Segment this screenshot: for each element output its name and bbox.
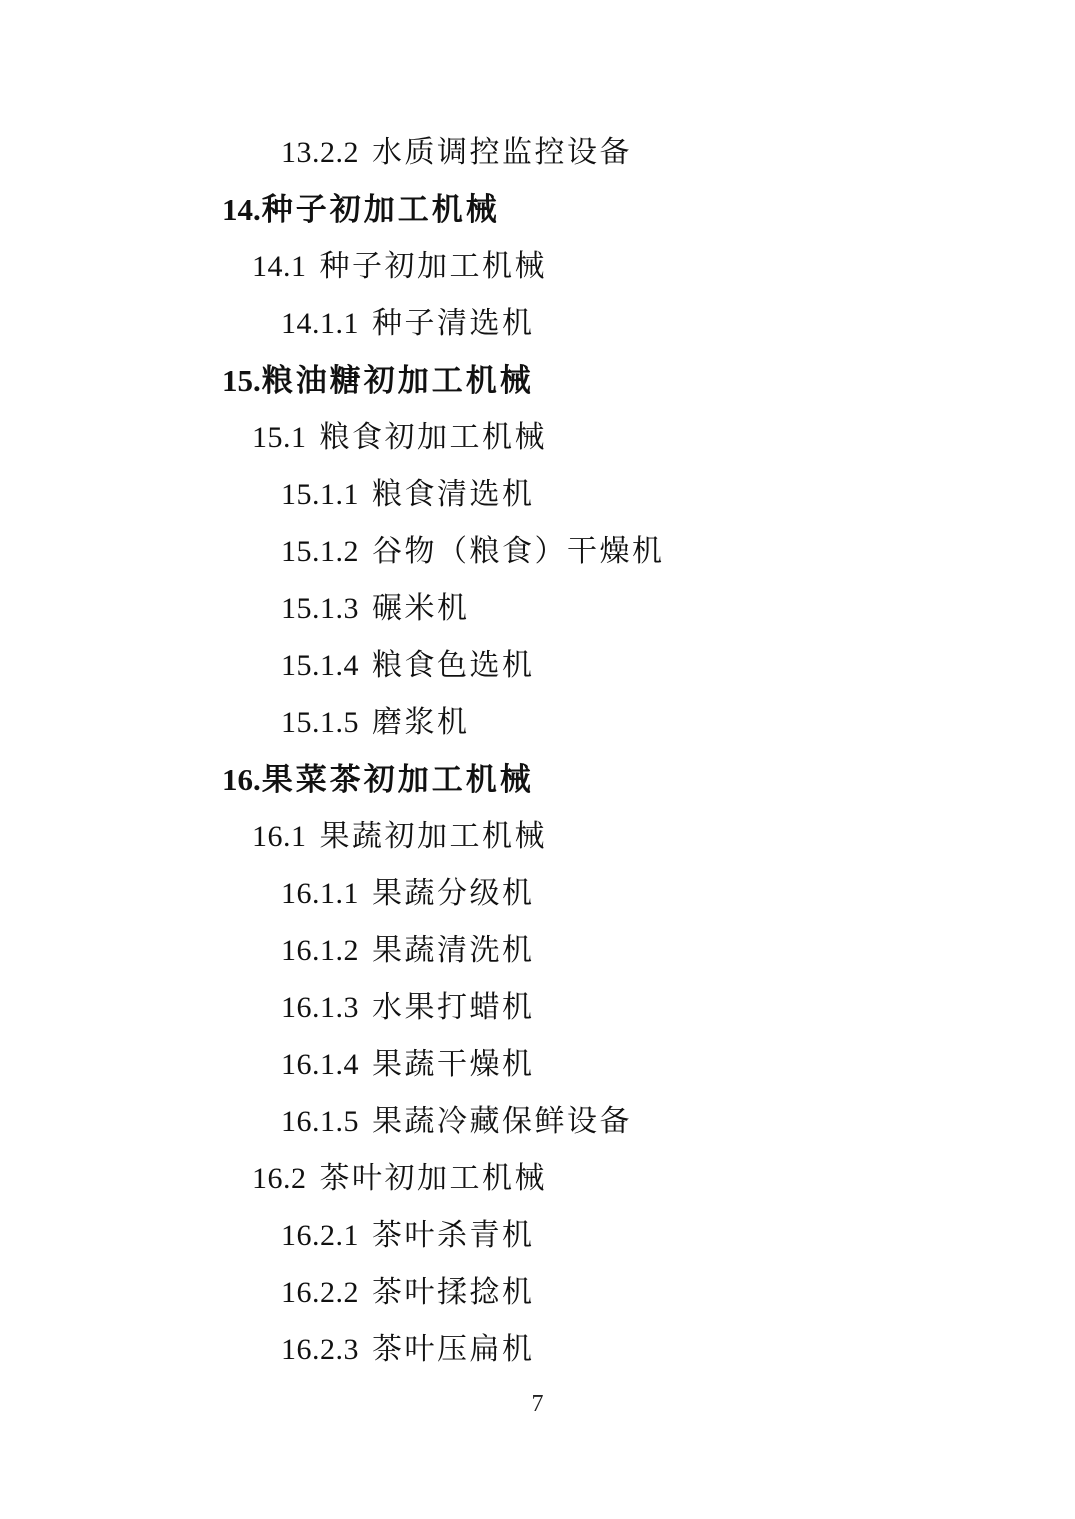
item-number: 13.2.2 [281,136,359,169]
item-number: 16.1.2 [281,934,359,967]
item-label: 茶叶揉捻机 [372,1276,535,1309]
list-item [0,922,1075,979]
item-number: 15.1.1 [281,478,359,511]
item-label: 种子初加工机械 [261,192,500,228]
item-label: 水果打蜡机 [372,991,535,1024]
item-number: 16.1.1 [281,877,359,910]
item-number: 15.1.5 [281,706,359,739]
item-label: 粮食初加工机械 [319,421,547,454]
item-label: 茶叶初加工机械 [319,1162,547,1195]
list-item [0,1150,1075,1207]
list-item [0,580,1075,637]
item-number: 16.1 [252,820,307,853]
list-item [0,352,1075,409]
item-label: 粮食清选机 [372,478,535,511]
item-number: 16.2.1 [281,1219,359,1252]
item-number: 16.2.3 [281,1333,359,1366]
item-label: 粮油糖初加工机械 [261,363,534,399]
list-item [0,751,1075,808]
item-label: 茶叶杀青机 [372,1219,535,1252]
item-label: 种子清选机 [372,307,535,340]
list-item [0,808,1075,865]
list-item [0,865,1075,922]
item-number: 16.1.4 [281,1048,359,1081]
list-item [0,409,1075,466]
list-item [0,181,1075,238]
item-label: 果蔬初加工机械 [319,820,547,853]
toc-list [0,124,1075,1378]
item-label: 茶叶压扁机 [372,1333,535,1366]
list-item [0,295,1075,352]
list-item [0,979,1075,1036]
item-number: 16.1.3 [281,991,359,1024]
item-number: 16. [222,762,261,797]
list-item [0,637,1075,694]
list-item [0,523,1075,580]
item-label: 果蔬冷藏保鲜设备 [372,1105,632,1138]
item-number: 14.1 [252,250,307,283]
item-number: 14. [222,192,261,227]
item-number: 15.1 [252,421,307,454]
list-item [0,1207,1075,1264]
page-number: 7 [531,1391,544,1417]
item-label: 粮食色选机 [372,649,535,682]
list-item [0,238,1075,295]
item-label: 果菜茶初加工机械 [261,762,534,798]
item-label: 种子初加工机械 [319,250,547,283]
item-label: 果蔬清洗机 [372,934,535,967]
item-number: 16.1.5 [281,1105,359,1138]
list-item [0,124,1075,181]
item-label: 果蔬分级机 [372,877,535,910]
list-item [0,1321,1075,1378]
item-number: 15.1.4 [281,649,359,682]
list-item [0,466,1075,523]
list-item [0,694,1075,751]
item-number: 15.1.3 [281,592,359,625]
item-label: 水质调控监控设备 [372,136,632,169]
item-number: 14.1.1 [281,307,359,340]
item-label: 果蔬干燥机 [372,1048,535,1081]
item-number: 15.1.2 [281,535,359,568]
item-label: 谷物（粮食）干燥机 [372,535,665,568]
item-number: 15. [222,363,261,398]
item-number: 16.2.2 [281,1276,359,1309]
item-label: 磨浆机 [372,706,470,739]
item-number: 16.2 [252,1162,307,1195]
list-item [0,1036,1075,1093]
list-item [0,1264,1075,1321]
list-item [0,1093,1075,1150]
item-label: 碾米机 [372,592,470,625]
